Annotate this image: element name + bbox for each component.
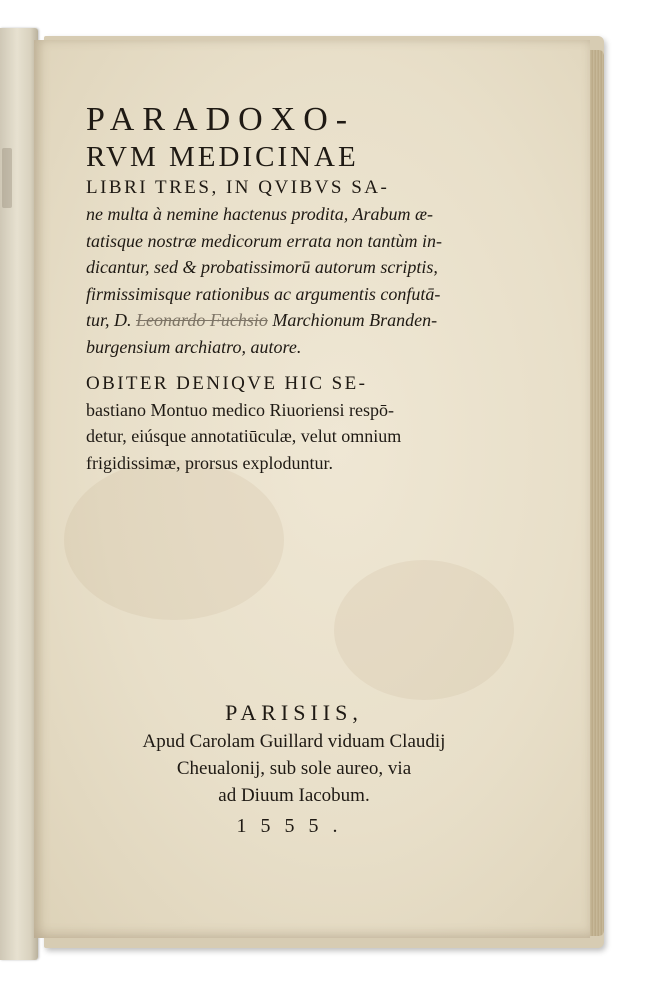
left-page-leaf bbox=[0, 28, 38, 960]
title-page bbox=[34, 40, 590, 938]
imprint-publisher-2: Cheualonij, sub sole aureo, via bbox=[176, 758, 412, 779]
title-line-2: RVM MEDICINAE bbox=[86, 141, 359, 173]
author-prefix: tur, D. bbox=[86, 310, 137, 331]
title-line-1: PARADOXO- bbox=[86, 101, 356, 138]
obiter-line-4: frigidissimæ, prorsus exploduntur. bbox=[86, 452, 333, 473]
imprint-place: PARISIIS, bbox=[225, 700, 363, 725]
leaf-shadow bbox=[2, 148, 12, 208]
title-block bbox=[86, 100, 498, 476]
body-line-2: tatisque nostræ medicorum errata non tantùm in- bbox=[86, 230, 442, 251]
struck-author-name: Leonardo Fuchsio bbox=[136, 310, 268, 331]
author-suffix: Marchionum Branden- bbox=[267, 310, 438, 331]
obiter-line-2: bastiano Montuo medico Riuoriensi respō- bbox=[86, 399, 394, 420]
obiter-line-3: detur, eiúsque annotatiūculæ, velut omnium bbox=[86, 426, 402, 447]
imprint-publisher-1: Apud Carolam Guillard viduam Claudij bbox=[142, 731, 446, 752]
imprint-publisher-3: ad Diuum Iacobum. bbox=[218, 785, 370, 806]
obiter-line-1: OBITER DENIQVE HIC SE- bbox=[86, 372, 368, 394]
paper-stain bbox=[334, 560, 514, 700]
imprint bbox=[94, 698, 494, 843]
author-line-2: burgensium archiatro, autore. bbox=[86, 336, 302, 357]
body-line-4: firmissimisque rationibus ac argumentis confutā- bbox=[86, 283, 441, 304]
title-line-3: LIBRI TRES, IN QVIBVS SA- bbox=[86, 177, 390, 198]
page-edges bbox=[590, 50, 604, 936]
body-line-1: ne multa à nemine hactenus prodita, Arabum æ- bbox=[86, 204, 433, 224]
author-line bbox=[86, 307, 498, 334]
paper-stain bbox=[64, 460, 284, 620]
body-line-3: dicantur, sed & probatissimorū autorum scriptis, bbox=[86, 257, 438, 278]
imprint-year: 1555. bbox=[236, 815, 352, 837]
